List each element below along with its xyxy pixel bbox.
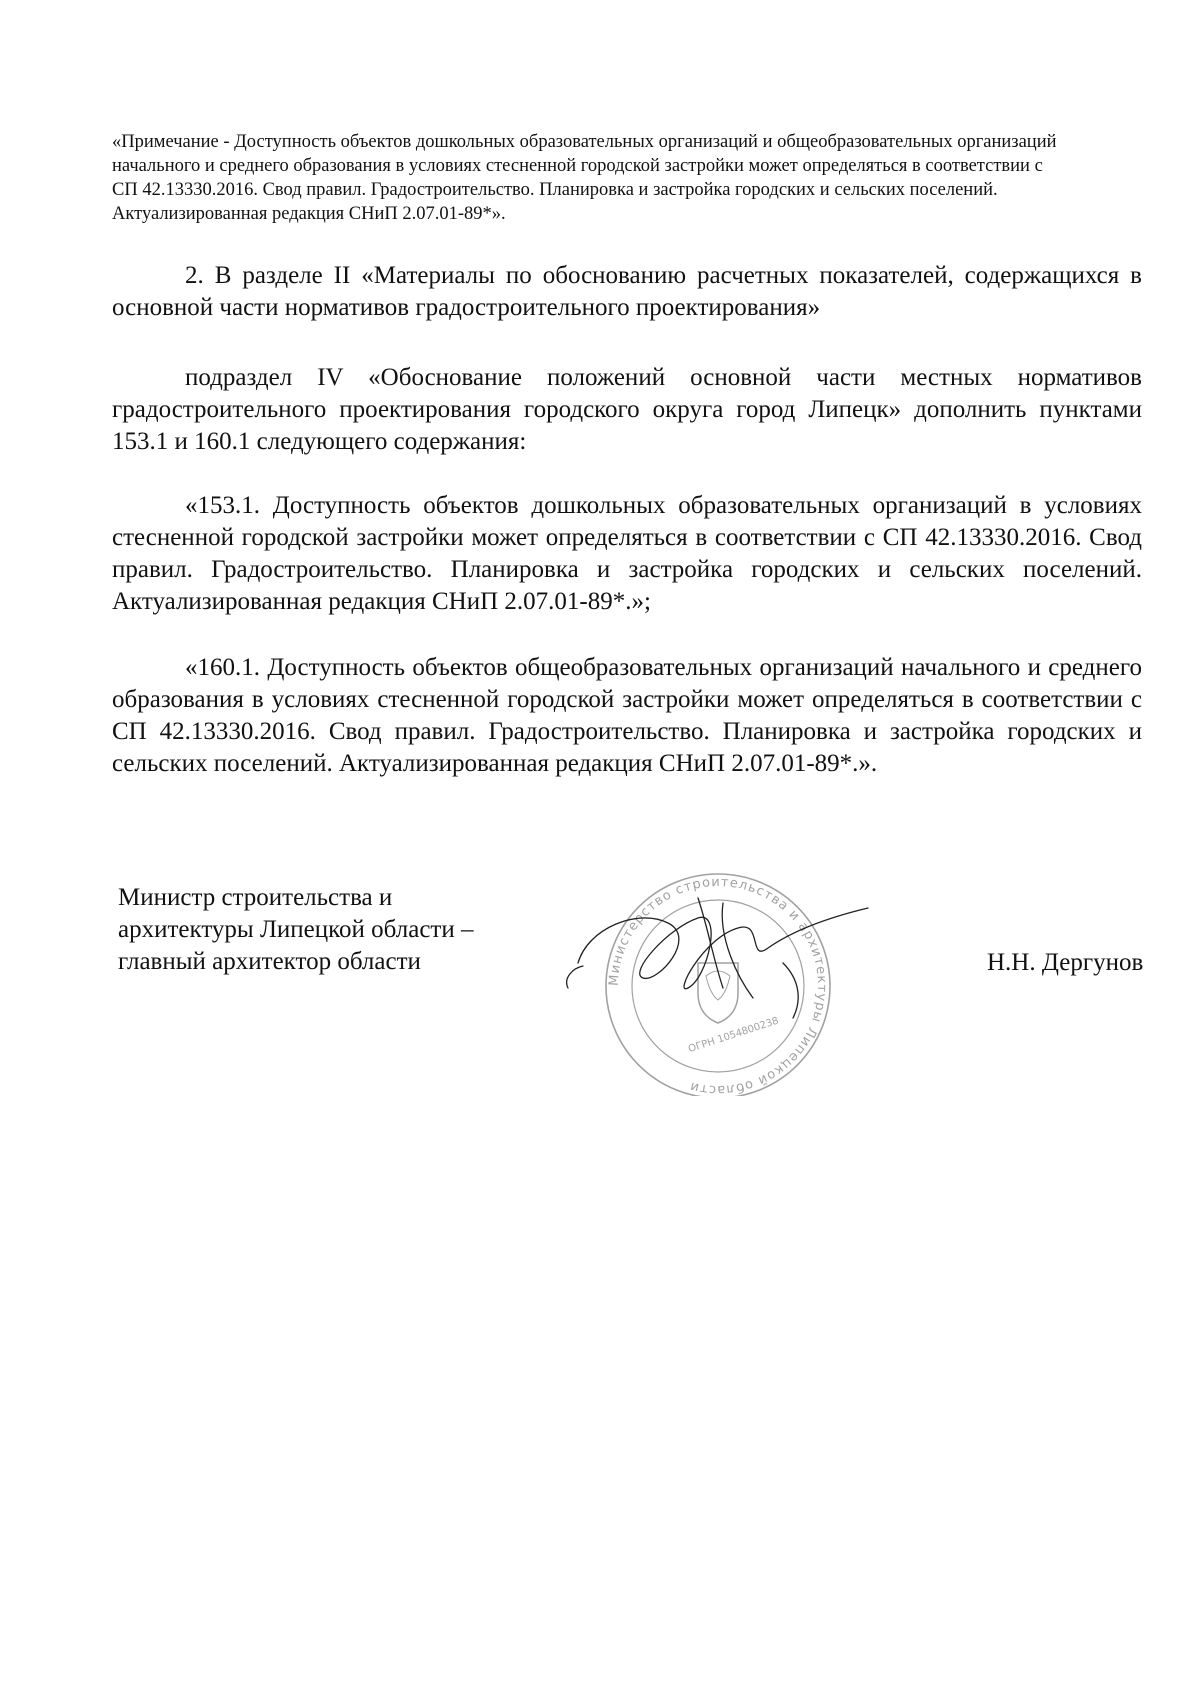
seal-outer-text: Министерство строительства и архитектуры Липецкой области: [606, 874, 830, 1096]
svg-text:Министерство строительства и а: [607, 875, 829, 1096]
paragraph-section-2: 2. В разделе II «Материалы по обоснованию расчетных показателей, содержащихся в основной части нормативов градостроительного проектирования»: [112, 262, 1142, 321]
note-line: СП 42.13330.2016. Свод правил. Градостроительство. Планировка и застройка городских и сельских поселений.: [112, 180, 998, 200]
signatory-position-line: архитектуры Липецкой области –: [118, 916, 474, 943]
paragraph-subsection-4: подраздел IV «Обоснование положений основной части местных нормативов градостроительного проектирования городского округа город Липецк» дополнить пунктами 153.1 и 160.1 следующего содержания:: [112, 364, 1142, 455]
official-seal-and-signature: [548, 868, 878, 1096]
seal-ogrn-text: ОГРН 1054800238: [686, 1015, 781, 1056]
note-line: начального и среднего образования в условиях стесненной городской застройки может определяться в соответствии с: [112, 156, 1043, 176]
signatory-position-line: главный архитектор области: [118, 948, 421, 975]
paragraph-item-153-1: «153.1. Доступность объектов дошкольных образовательных организаций в условиях стесненной городской застройки может определяться в соответствии с СП 42.13330.2016. Свод правил. Градостроительство. Планировка и застройка городских и сельских поселений. Актуализированная редакция СНиП 2.07.01-89*.»;: [112, 492, 1142, 615]
note-line: Актуализированная редакция СНиП 2.07.01-89*».: [112, 204, 506, 224]
signatory-position-line: Министр строительства и: [118, 884, 393, 911]
signatory-position: [118, 882, 473, 978]
signatory-name: Н.Н. Дергунов: [987, 949, 1144, 976]
paragraph-item-160-1: «160.1. Доступность объектов общеобразовательных организаций начального и среднего образования в условиях стесненной городской застройки может определяться в соответствии с СП 42.13330.2016. Свод правил. Градостроительство. Планировка и застройка городских и сельских поселений. Актуализированная редакция СНиП 2.07.01-89*.».: [112, 654, 1142, 777]
note-line: «Примечание - Доступность объектов дошкольных образовательных организаций и общеобразовательных организаций: [112, 132, 1057, 152]
note-block: [112, 130, 1142, 226]
